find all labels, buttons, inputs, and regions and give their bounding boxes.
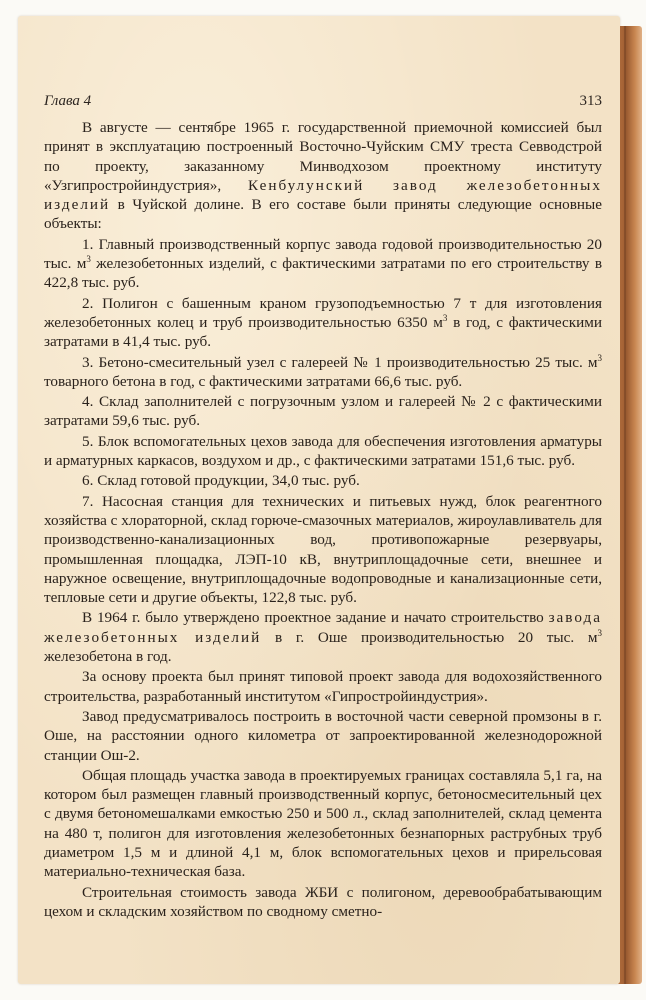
paragraph-location: Завод предусматривалось построить в восточной части северной промзоны в г. Оше, на расстоянии одного километра от запроектированной железнодорожной станции Ош-2. [44, 707, 602, 764]
paragraph-item-4: 4. Склад заполнителей с погрузочным узлом и галереей № 2 с фактическими затратами 59,6 тыс. руб. [44, 393, 602, 430]
paragraph-item-3: 3. Бетоно-смесительный узел с галереей № 1 производительностью 25 тыс. $м^3$ товарного бетона в год, с фактическими затратами 66,6 тыс. руб. [44, 352, 602, 390]
spaced-emphasis: завода железобетонных изделий [44, 609, 602, 646]
paragraph-item-5: 5. Блок вспомогательных цехов завода для обеспечения изготовления арматуры и арматурных каркасов, воздухом и др., с фактическими затратами 151,6 тыс. руб. [44, 432, 602, 470]
book-page-edge [618, 26, 642, 984]
paragraph-item-1: 1. Главный производственный корпус завода годовой производительностью 20 тыс. $м^3$ железобетонных изделий, с фактическими затратами по его строительству в 422,8 тыс. руб. [44, 235, 602, 292]
page-number: 313 [579, 93, 602, 109]
spaced-emphasis: Кенбулунский завод железобетонных изделий [44, 176, 602, 214]
paragraph-intro: В августе — сентябре 1965 г. государственной приемочной комиссией был принят в эксплуатацию построенный Восточно-Чуйским СМУ треста Севводстрой по проекту, заказанному Минводхозом проектному институту «Узгипростройиндустрия», Кенбулунский завод железобетонных изделий в Чуйской долине. В его составе были приняты следующие основные объекты: [44, 119, 602, 233]
paragraph-item-7: 7. Насосная станция для технических и питьевых нужд, блок реагентного хозяйства с хлораторной, склад горюче-смазочных материалов, жироулавливатель для производственно-канализационных вод, противопожарные резервуары, промышленная площадка, ЛЭП-10 кВ, внутриплощадочные сети, внешнее и наружное освещение, внутриплощадочные водопроводные и канализационные сети, тепловые сети и другие объекты, 122,8 тыс. руб. [44, 492, 602, 607]
paragraph-osh-plant: В 1964 г. было утверждено проектное задание и начато строительство завода железобетонных изделий в г. Оше производительностью 20 тыс. $м^3$ железобетона в год. [44, 609, 602, 666]
paragraph-item-6: 6. Склад готовой продукции, 34,0 тыс. руб. [82, 472, 360, 490]
paragraph-cost: Строительная стоимость завода ЖБИ с полигоном, деревообрабатывающим цехом и складским хозяйством по сводному сметно- [44, 883, 602, 920]
paragraph-item-2: 2. Полигон с башенным краном грузоподъемностью 7 т для изготовления железобетонных колец и труб производительностью 6350 $м^3$ в год, с фактическими затратами в 41,4 тыс. руб. [44, 294, 602, 351]
paragraph-site-area: Общая площадь участка завода в проектируемых границах составляла 5,1 га, на котором был размещен главный производственный корпус, бетоносмесительный цех с двумя бетономешалками емкостью 250 и 500 л., склад заполнителей, склад цемента на 480 т, полигон для изготовления железобетонных безнапорных раструбных труб диаметром 1,5 м и длиной 4,1 м, блок вспомогательных цехов и прирельсовая материально-техническая база. [44, 766, 602, 881]
running-head [44, 93, 602, 111]
chapter-title: Глава 4 [44, 93, 92, 109]
body-text [44, 118, 602, 921]
paragraph-project-basis: За основу проекта был принят типовой проект завода для водохозяйственного строительства, разработанный институтом «Гипростройиндустрия». [44, 668, 602, 705]
